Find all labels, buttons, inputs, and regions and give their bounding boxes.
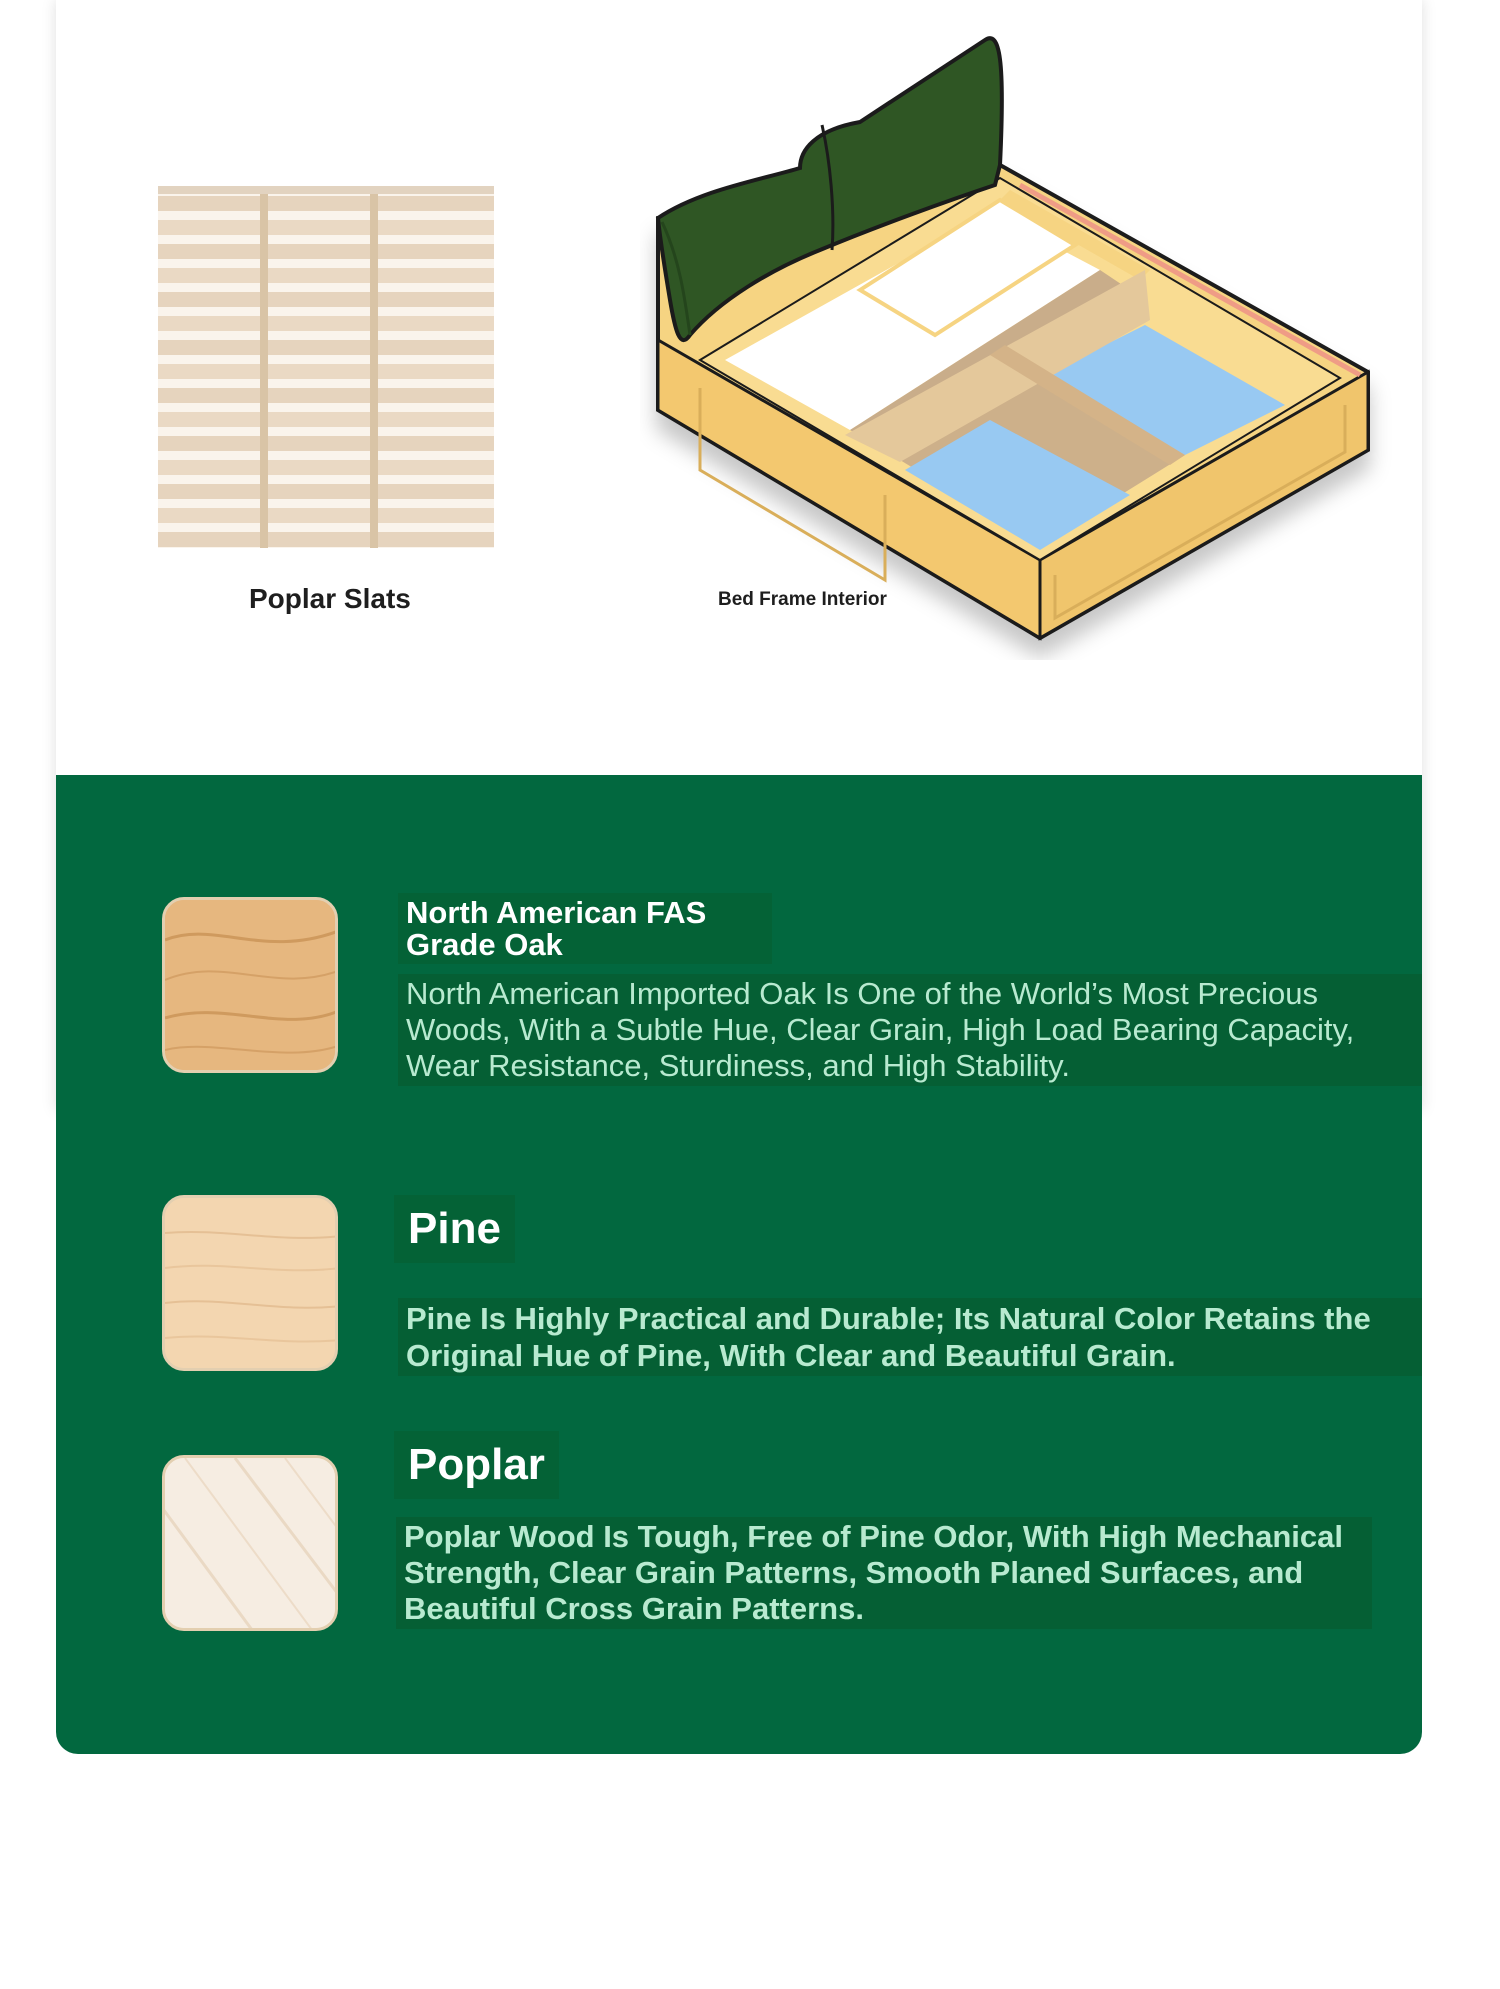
- oak-title-line2: Grade Oak: [406, 926, 563, 962]
- oak-swatch: [162, 897, 338, 1073]
- poplar-slats-label: Poplar Slats: [249, 583, 411, 614]
- wood-row-oak: [56, 775, 1422, 1095]
- wood-row-pine: [56, 1095, 1422, 1375]
- oak-title: [398, 893, 772, 964]
- bed-frame-figure: [640, 20, 1400, 660]
- bed-frame-label: Bed Frame Interior: [718, 589, 887, 610]
- bed-frame-icon: [640, 20, 1400, 660]
- bed-slats-icon: [150, 180, 510, 560]
- poplar-description: Poplar Wood Is Tough, Free of Pine Odor, With High Mechanical Strength, Clear Grain Patterns, Smooth Planed Surfaces, and Beautiful Cross Grain Patterns.: [396, 1517, 1372, 1629]
- poplar-slats-figure: [150, 180, 510, 560]
- oak-title-line1: North American FAS: [406, 895, 707, 930]
- pine-title: Pine: [394, 1195, 515, 1263]
- poplar-title: Poplar: [394, 1431, 559, 1499]
- wood-row-poplar: [56, 1375, 1422, 1754]
- poplar-swatch: [162, 1455, 338, 1631]
- pine-description: Pine Is Highly Practical and Durable; Its Natural Color Retains the Original Hue of Pine, With Clear and Beautiful Grain.: [398, 1298, 1422, 1376]
- materials-panel: [56, 775, 1422, 1754]
- pine-swatch: [162, 1195, 338, 1371]
- oak-description: North American Imported Oak Is One of the World’s Most Precious Woods, With a Subtle Hue, Clear Grain, High Load Bearing Capacity, Wear Resistance, Sturdiness, and High Stability.: [398, 974, 1422, 1086]
